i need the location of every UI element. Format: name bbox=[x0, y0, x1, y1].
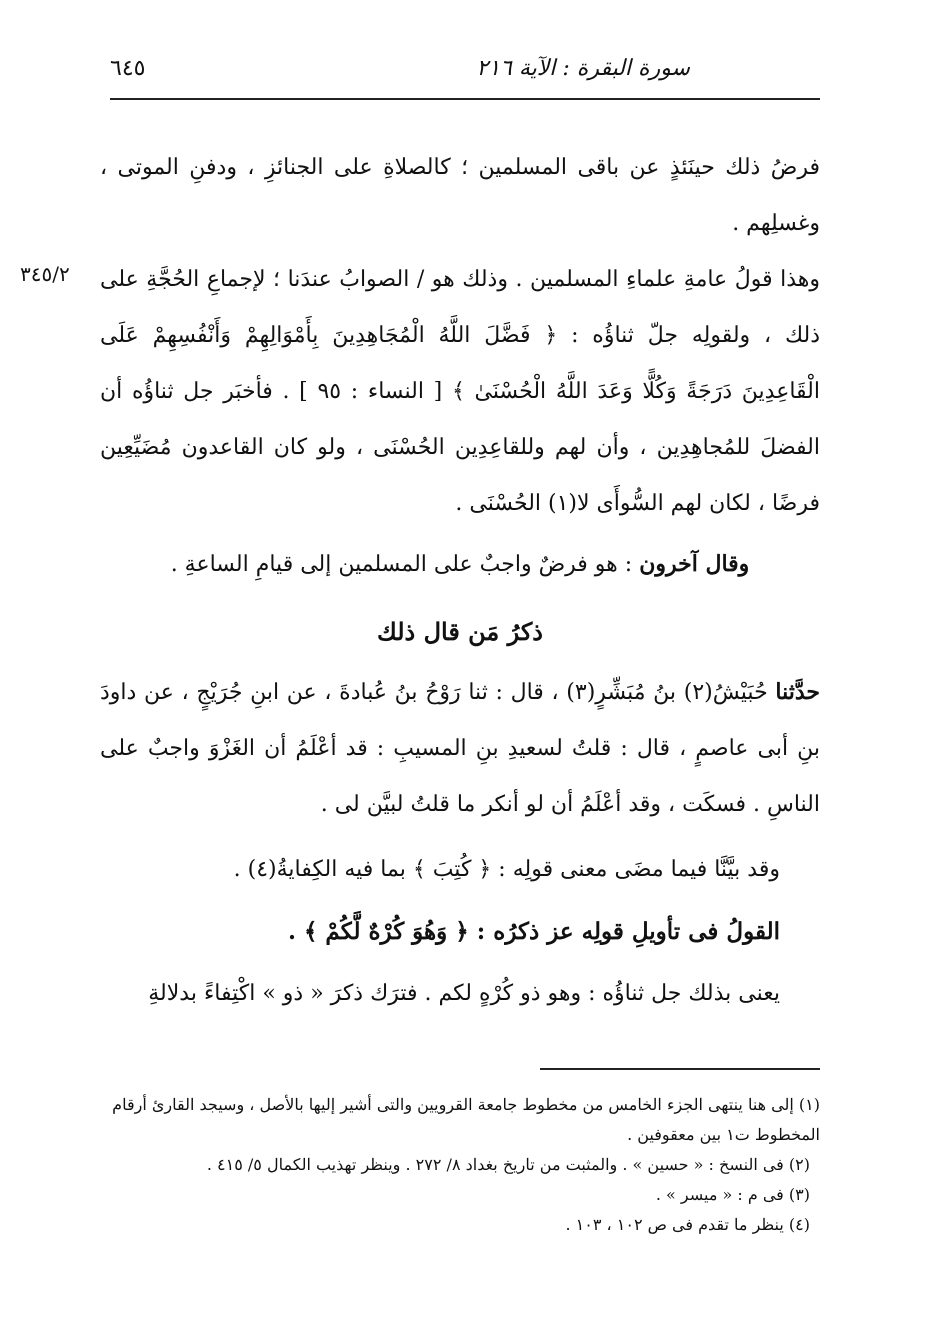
footnote-4: (٤) ينظر ما تقدم فى ص ١٠٢ ، ١٠٣ . bbox=[565, 1215, 810, 1234]
page-header bbox=[110, 56, 810, 96]
running-title: سورة البقرة : الآية ٢١٦ bbox=[476, 56, 690, 81]
others-label: وقال آخرون bbox=[639, 551, 750, 577]
hadith-text: حُبَيْشُ(٢) بنُ مُبَشِّرٍ(٣) ، قال : ثنا رَوْحُ بنُ عُبادةَ ، عن ابنِ جُرَيْجٍ ، عن داودَ بنِ أبى عاصمٍ ، قال : قلتُ لسعيدِ بنِ المسيبِ : قد أعْلَمُ أن الغَزْوَ واجبٌ على الناسِ . فسكَت ، وقد أعْلَمُ أن لو أنكر ما قلتُ لبيَّن لى . bbox=[100, 680, 820, 817]
others-paragraph bbox=[100, 536, 820, 593]
explained-paragraph: وقد بيَّنَّا فيما مضَى معنى قولِه : ﴿ كُتِبَ ﴾ بما فيه الكِفايةُ(٤) . bbox=[233, 857, 780, 882]
paragraph-1: فرضُ ذلك حينَئذٍ عن باقى المسلمين ؛ كالصلاةِ على الجنائزِ ، ودفنِ الموتى ، وغسلِهم . bbox=[100, 155, 820, 236]
footnote-1: (١) إلى هنا ينتهى الجزء الخامس من مخطوط جامعة القرويين والتى أشير إليها بالأصل ، وسيجد القارئ أرقام المخطوط ت١ بين معقوفين . bbox=[112, 1095, 820, 1144]
page-number: ٦٤٥ bbox=[110, 56, 146, 81]
footnotes bbox=[100, 1090, 820, 1240]
header-rule bbox=[110, 98, 820, 100]
final-paragraph: يعنى بذلك جل ثناؤُه : وهو ذو كُرْهٍ لكم . فترَك ذكرَ « ذو » اكْتِفاءً بدلالةِ bbox=[148, 981, 780, 1006]
footnote-2: (٢) فى النسخ : « حسين » . والمثبت من تاريخ بغداد ٨/ ٢٧٢ . وينظر تهذيب الكمال ٥/ ٤١٥ . bbox=[206, 1155, 810, 1174]
margin-reference: ٣٤٥/٢ bbox=[20, 262, 70, 286]
footnote-rule bbox=[540, 1068, 820, 1070]
paragraph-2: وهذا قولُ عامةِ علماءِ المسلمين . وذلك هو / الصوابُ عندَنا ؛ لإجماعِ الحُجَّةِ على ذلك ، ولقولِه جلّ ثناؤُه : ﴿ فَضَّلَ اللَّهُ الْمُجَاهِدِينَ بِأَمْوَالِهِمْ وَأَنْفُسِهِمْ عَلَى الْقَاعِدِينَ دَرَجَةً وَكُلًّا وَعَدَ اللَّهُ الْحُسْنَىٰ ﴾ [ النساء : ٩٥ ] . فأخبَر جل ثناؤُه أن الفضلَ للمُجاهِدِين ، وأن لهم وللقاعِدِين الحُسْنَى ، ولو كان القاعدون مُضَيِّعِين فرضًا ، لكان لهم السُّوأَى لا(١) الحُسْنَى . bbox=[100, 267, 820, 516]
section-heading: ذكرُ مَن قال ذلك bbox=[377, 617, 543, 646]
tafsir-heading: القولُ فى تأويلِ قولِه عز ذكرُه : ﴿ وَهُوَ كُرْهٌ لَّكُمْ ﴾ . bbox=[287, 918, 780, 945]
hadith-paragraph bbox=[100, 664, 820, 833]
hadith-opener: حدَّثنا bbox=[775, 679, 820, 705]
others-text: : هو فرضٌ واجبٌ على المسلمين إلى قيامِ الساعةِ . bbox=[170, 552, 640, 577]
footnote-3: (٣) فى م : « ميسر » . bbox=[655, 1185, 810, 1204]
